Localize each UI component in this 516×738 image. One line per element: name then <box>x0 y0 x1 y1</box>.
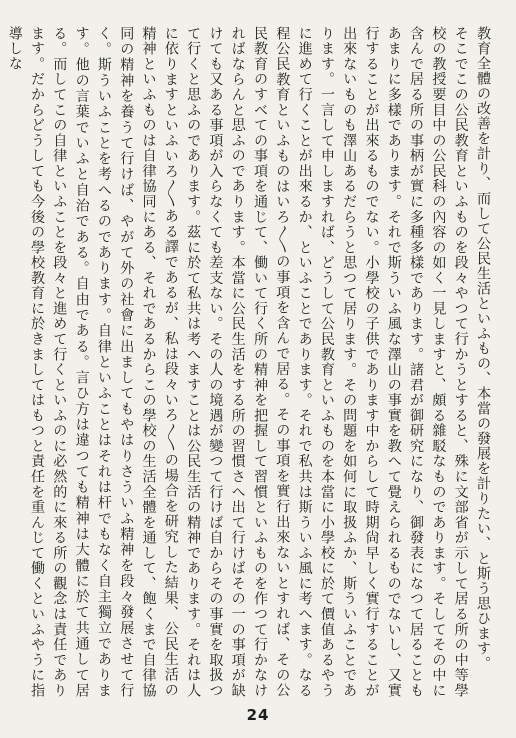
body-text <box>6 26 494 698</box>
paragraph: 教育全體の改善を計り、而して公民生活といふもの、本當の發展を計りたい、と斯う思ひます。 <box>475 26 491 671</box>
page-number: 24 <box>246 706 270 724</box>
paragraph: そこでこの公民教育といふものを段々やつて行かうとすると、殊に文部省が示して居る所の中等學校の教授要目中の公民科の內容の如く一見しますと、頗る雜駁なものであります。そしてその中に含んで居る所の事柄が實に多種多樣であります。諸君が御研究になり、御發表になつて居ることもあまりに多樣であります。それで斯ういふ風な澤山の事實を教へて覺えられるものでないし、又實行することが出來るものでない。小學校の子供であります中からして時期尙早しく實行することが出來ないものも澤山あるだらうと思つて居ります。その問題を如何に取扱ふか、斯ういふことであります。一言して申しますれば、どうして公民教育といふものを本當に小學校に於て價值あるやうに進めて行くことが出來るか、といふことであります。それで私共は斯ういふ風に考へます。なる程公民教育といふものはいろ〳〵の事項を含んで居る。その事項を實行出來ないとすれば、その公民教育のすべての事項を通じて、働いて行く所の精神を把握して習慣といふものを作つて行かなければならんと思ふのであります。本當に公民生活をする所の習慣さへ出て行けばその一の事項が缺けても又ある事項が入らなくても差支ない。その人の境遇が變つて行けば自からその事實を取扱つて行くと思ふのであります。茲に於て私共は考へますことは公民生活の精神であります。それは人に依りますといふいろ〳〵ある譯であるが、私は段々いろ〳〵の場合を研究した結果、公民生活の精神といふものは自律協同にある、それであるからこの學校の生活全體を通して、飽くまで自律協同の精神を養うて行けば、やがて外の社會に出ましてもやはりさういふ精神を段々發展させて行く。斯ういふことを考へるのであります。自律といふことはそれは杆でもなく自主獨立であります。他の言葉でいふと自治である。自由である。言ひ方は違つても精神は大體に於て共通して居る。而してこの自律といふことを段々と進めて行くといふのに必然的に來る所の觀念は責任であります。だからどうしても今後の學校教育に於きましてはもつと責任を重んじて働くといふやうに指導しな <box>6 26 469 698</box>
